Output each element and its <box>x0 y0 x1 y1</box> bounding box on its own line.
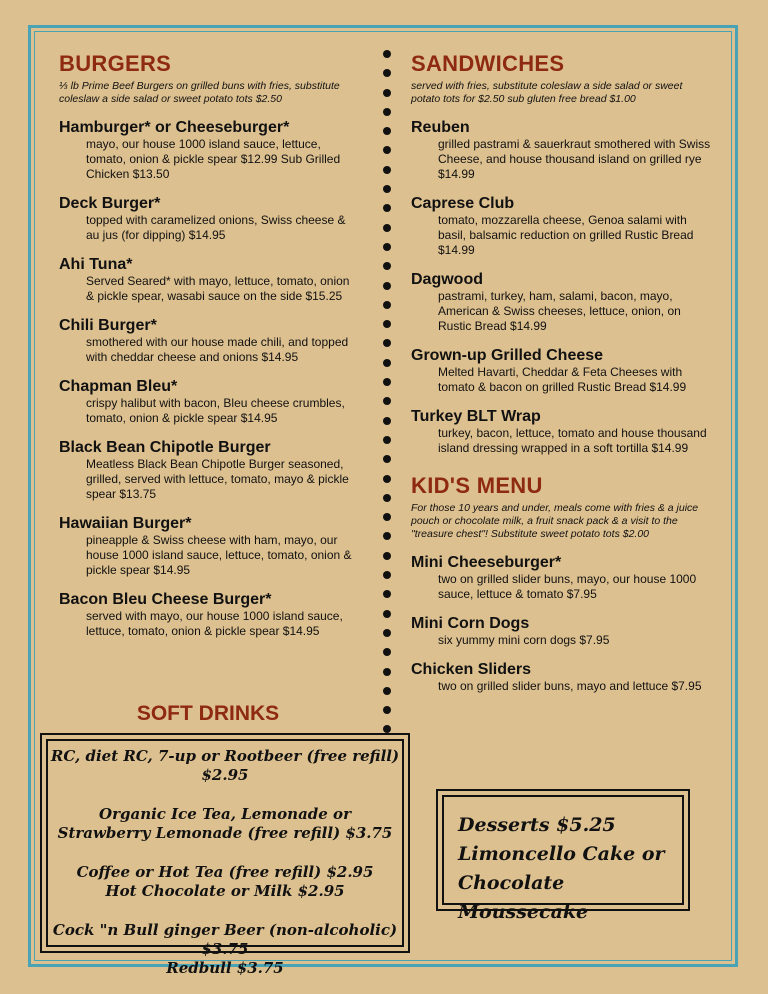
soft-drinks-box <box>40 733 410 977</box>
divider-dot <box>383 89 391 97</box>
menu-item-name: Bacon Bleu Cheese Burger* <box>59 591 272 608</box>
divider-dot <box>383 668 391 676</box>
desserts-box <box>436 789 690 923</box>
menu-item <box>411 407 711 456</box>
menu-item <box>59 590 359 639</box>
divider-dot <box>383 243 391 251</box>
divider-dot <box>383 166 391 174</box>
menu-item-description: grilled pastrami & sauerkraut smothered with Swiss Cheese, and house thousand island on grilled rye $14.99 <box>438 137 711 181</box>
dessert-line: Limoncello Cake or <box>458 843 665 865</box>
menu-item-name: Hawaiian Burger* <box>59 515 192 532</box>
menu-item <box>59 377 359 426</box>
divider-dot <box>383 475 391 483</box>
menu-item-name: Mini Cheeseburger* <box>411 554 562 571</box>
divider-dot <box>383 69 391 77</box>
divider-dot <box>383 455 391 463</box>
menu-item-description: Melted Havarti, Cheddar & Feta Cheeses with tomato & bacon on grilled Rustic Bread $14.99 <box>438 365 687 394</box>
divider-dot <box>383 108 391 116</box>
menu-item-description: smothered with our house made chili, and topped with cheddar cheese and onions $14.95 <box>86 335 349 364</box>
menu-item <box>411 270 711 334</box>
menu-item-name: Grown-up Grilled Cheese <box>411 347 604 364</box>
drink-line: Redbull $3.75 <box>166 959 284 977</box>
dessert-line: Chocolate Moussecake <box>458 872 589 923</box>
menu-item-description: Served Seared* with mayo, lettuce, tomato, onion & pickle spear, wasabi sauce on the side $15.25 <box>86 274 350 303</box>
menu-item-name: Reuben <box>411 119 470 136</box>
divider-dot <box>383 378 391 386</box>
divider-dot <box>383 417 391 425</box>
column-divider-dots <box>383 50 391 745</box>
burgers-section <box>59 50 359 639</box>
kids-note: For those 10 years and under, meals come with fries & a juice pouch or chocolate milk, a fruit snack pack & a visit to the "treasure chest"! Substitute sweet potato tots $2.00 <box>411 502 699 540</box>
divider-dot <box>383 339 391 347</box>
divider-dot <box>383 648 391 656</box>
divider-dot <box>383 552 391 560</box>
divider-dot <box>383 397 391 405</box>
dessert-line: Desserts $5.25 <box>458 814 616 836</box>
drink-line: RC, diet RC, 7-up or Rootbeer (free refill) $2.95 <box>50 747 400 784</box>
menu-item-name: Chapman Bleu* <box>59 378 178 395</box>
menu-item-description: two on grilled slider buns, mayo and lettuce $7.95 <box>438 679 702 693</box>
divider-dot <box>383 436 391 444</box>
soft-drinks-title: SOFT DRINKS <box>136 702 280 725</box>
soft-drinks-list <box>42 747 408 978</box>
burgers-list <box>59 118 359 639</box>
menu-item <box>59 118 359 182</box>
divider-dot <box>383 571 391 579</box>
divider-dot <box>383 590 391 598</box>
menu-item-name: Hamburger* or Cheeseburger* <box>59 119 290 136</box>
menu-item <box>59 514 359 578</box>
menu-item-description: turkey, bacon, lettuce, tomato and house thousand island dressing wrapped in a soft tortilla $14.99 <box>438 426 707 455</box>
sandwiches-title: SANDWICHES <box>411 51 565 76</box>
menu-item <box>59 255 359 304</box>
divider-dot <box>383 224 391 232</box>
drink-line: Hot Chocolate or Milk $2.95 <box>105 882 345 900</box>
burgers-note: ⅓ lb Prime Beef Burgers on grilled buns with fries, substitute coleslaw a side salad or sweet potato tots $2.50 <box>59 80 340 105</box>
sandwiches-list <box>411 118 711 456</box>
menu-item-name: Deck Burger* <box>59 195 161 212</box>
divider-dot <box>383 282 391 290</box>
kids-title: KID'S MENU <box>411 473 543 498</box>
menu-item-description: topped with caramelized onions, Swiss cheese & au jus (for dipping) $14.95 <box>86 213 346 242</box>
menu-item <box>411 346 711 395</box>
menu-item-name: Chicken Sliders <box>411 661 532 678</box>
divider-dot <box>383 262 391 270</box>
menu-item <box>411 553 711 602</box>
drink-line: Organic Ice Tea, Lemonade or <box>99 805 351 823</box>
divider-dot <box>383 146 391 154</box>
divider-dot <box>383 301 391 309</box>
menu-item-description: Meatless Black Bean Chipotle Burger seasoned, grilled, served with lettuce, tomato, mayo & pickle spear $13.75 <box>86 457 349 501</box>
right-column <box>411 50 711 694</box>
divider-dot <box>383 706 391 714</box>
menu-item-name: Caprese Club <box>411 195 515 212</box>
divider-dot <box>383 359 391 367</box>
drink-line: Strawberry Lemonade (free refill) $3.75 <box>57 824 393 842</box>
kids-list <box>411 553 711 694</box>
menu-item-name: Mini Corn Dogs <box>411 615 530 632</box>
menu-item <box>59 316 359 365</box>
menu-item <box>411 194 711 258</box>
menu-item-description: two on grilled slider buns, mayo, our house 1000 sauce, lettuce & tomato $7.95 <box>438 572 697 601</box>
menu-item-description: six yummy mini corn dogs $7.95 <box>438 633 610 647</box>
menu-item-name: Ahi Tuna* <box>59 256 133 273</box>
divider-dot <box>383 185 391 193</box>
menu-item <box>59 194 359 243</box>
divider-dot <box>383 687 391 695</box>
divider-dot <box>383 320 391 328</box>
menu-item-description: tomato, mozzarella cheese, Genoa salami with basil, balsamic reduction on grilled Rustic Bread $14.99 <box>438 213 694 257</box>
menu-item <box>59 438 359 502</box>
sandwiches-note: served with fries, substitute coleslaw a side salad or sweet potato tots for $2.50 sub gluten free bread $1.00 <box>411 80 683 105</box>
menu-item-description: pineapple & Swiss cheese with ham, mayo, our house 1000 island sauce, lettuce, tomato, onion & pickle spear $14.95 <box>86 533 352 577</box>
divider-dot <box>383 610 391 618</box>
desserts-text <box>458 811 688 927</box>
menu-item-name: Turkey BLT Wrap <box>411 408 541 425</box>
menu-item-name: Dagwood <box>411 271 483 288</box>
drink-line: Cock "n Bull ginger Beer (non-alcoholic) $3.75 <box>52 921 398 958</box>
menu-item <box>411 118 711 182</box>
burgers-title: BURGERS <box>59 51 172 76</box>
divider-dot <box>383 204 391 212</box>
menu-item-description: served with mayo, our house 1000 island sauce, lettuce, tomato, onion & pickle spear $14.95 <box>86 609 343 638</box>
divider-dot <box>383 629 391 637</box>
drink-line: Coffee or Hot Tea (free refill) $2.95 <box>76 863 374 881</box>
menu-item-description: mayo, our house 1000 island sauce, lettuce, tomato, onion & pickle spear $12.99 Sub Grilled Chicken $13.50 <box>86 137 341 181</box>
menu-item <box>411 614 711 648</box>
menu-item-description: pastrami, turkey, ham, salami, bacon, mayo, American & Swiss cheeses, lettuce, onion, on Rustic Bread $14.99 <box>438 289 681 333</box>
menu-item-name: Chili Burger* <box>59 317 157 334</box>
menu-item-description: crispy halibut with bacon, Bleu cheese crumbles, tomato, onion & pickle spear $14.95 <box>86 396 345 425</box>
divider-dot <box>383 494 391 502</box>
divider-dot <box>383 50 391 58</box>
menu-item <box>411 660 711 694</box>
divider-dot <box>383 532 391 540</box>
divider-dot <box>383 127 391 135</box>
divider-dot <box>383 513 391 521</box>
menu-item-name: Black Bean Chipotle Burger <box>59 439 271 456</box>
